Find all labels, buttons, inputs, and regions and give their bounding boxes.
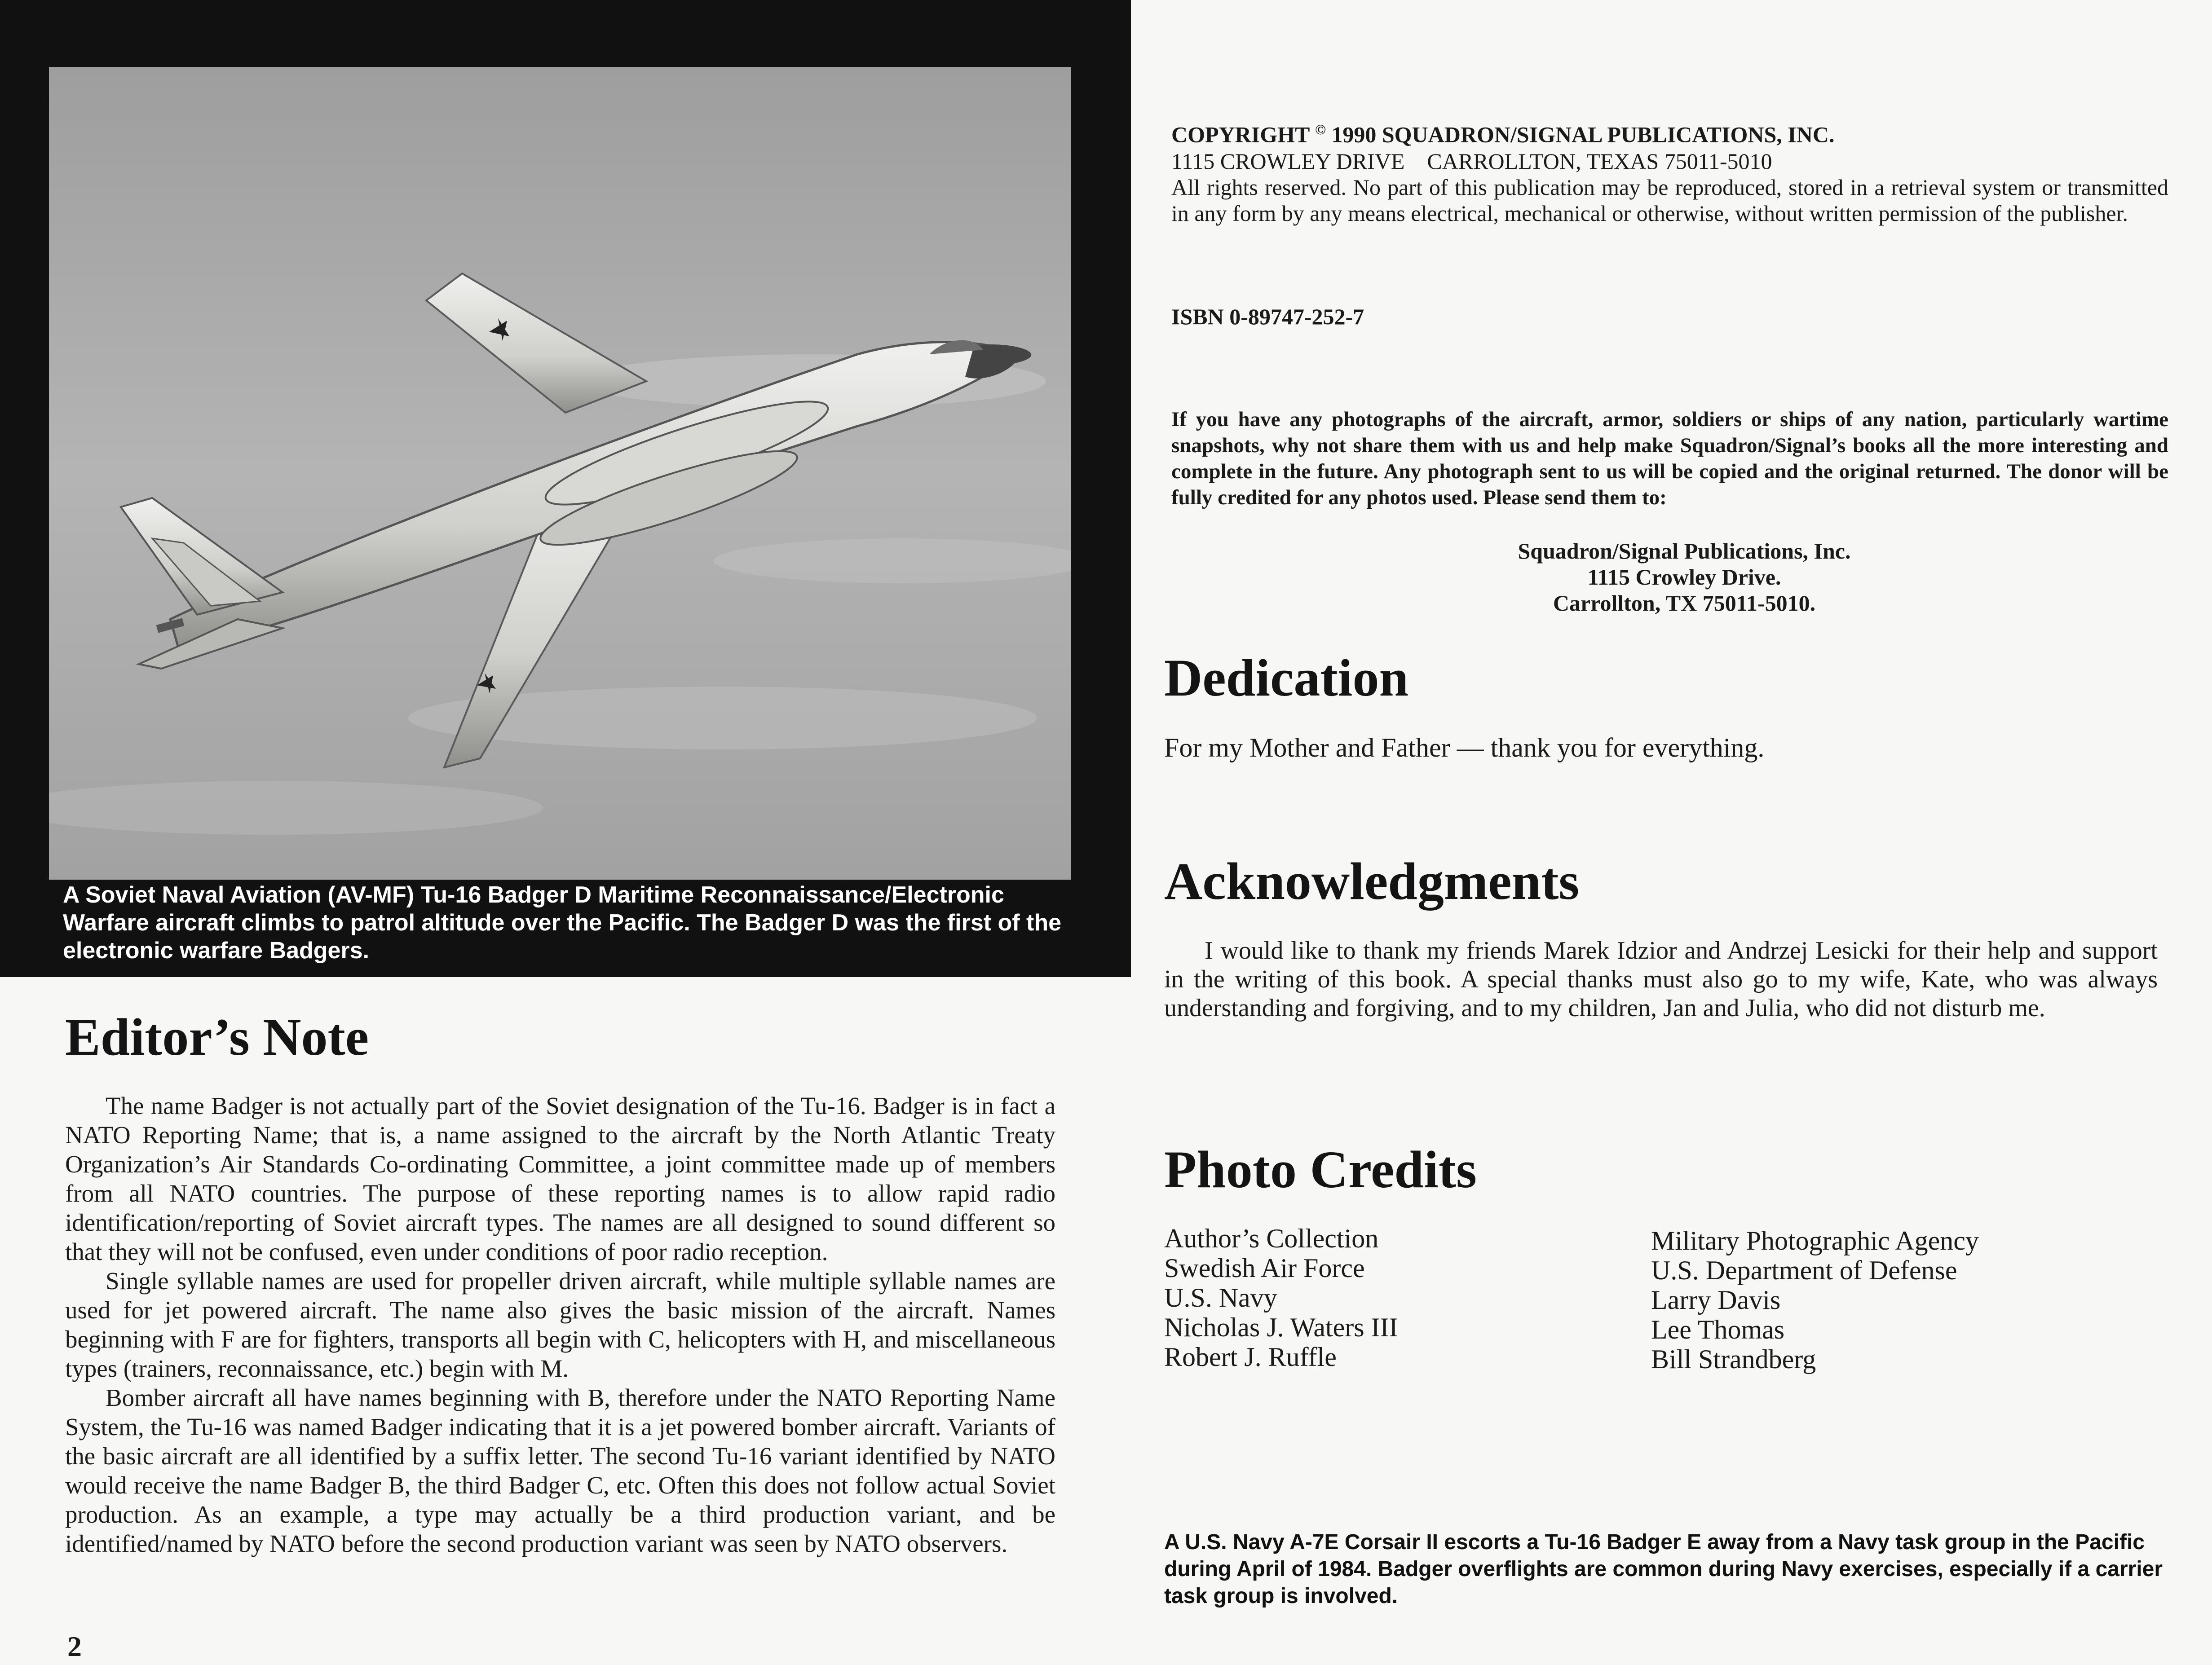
credit-item: Bill Strandberg (1651, 1344, 1816, 1374)
photo-credits-left-column (1164, 1224, 1636, 1372)
credit-item: Swedish Air Force (1164, 1253, 1365, 1283)
credit-item: Larry Davis (1651, 1285, 1781, 1315)
credit-item: U.S. Department of Defense (1651, 1255, 1957, 1285)
dedication-text: For my Mother and Father — thank you for everything. (1164, 733, 1765, 762)
credit-item: Robert J. Ruffle (1164, 1342, 1337, 1372)
send-address (1370, 538, 1999, 616)
publisher-address: 1115 CROWLEY DRIVE CARROLLTON, TEXAS 75011-5010 (1171, 148, 1772, 174)
credit-item: Author’s Collection (1164, 1224, 1379, 1253)
acknowledgments-text: I would like to thank my friends Marek Idzior and Andrzej Lesicki for their help and support in the writing of this book. A special thanks must also go to my wife, Kate, who was always understanding and forgiving, and to my children, Jan and Julia, who did not disturb me. (1164, 937, 2158, 1022)
page-number: 2 (67, 1630, 82, 1662)
copyright-label: COPYRIGHT (1171, 122, 1310, 147)
copyright-block (1171, 116, 2168, 226)
credit-item: Military Photographic Agency (1651, 1226, 1979, 1255)
editors-note-title: Editor’s Note (65, 1008, 369, 1066)
rights-notice: All rights reserved. No part of this publication may be reproduced, stored in a retrieval system or transmitted in any form by any means electrical, mechanical or otherwise, without written permission of the publisher. (1171, 174, 2168, 226)
dedication-title: Dedication (1164, 648, 1409, 707)
credit-item: U.S. Navy (1164, 1283, 1277, 1313)
isbn: ISBN 0-89747-252-7 (1171, 304, 1364, 329)
send-address-line-3: Carrollton, TX 75011-5010. (1553, 590, 1816, 616)
photo-credits-right-column (1651, 1226, 2145, 1374)
tu16-aircraft-illustration (49, 67, 1071, 880)
aircraft-photo (49, 67, 1071, 880)
photo-request-notice: If you have any photographs of the aircraft, armor, soldiers or ships of any nation, particularly wartime snapshots, why not share them with us and help make Squadron/Signal’s books all the more interesting and complete in the future. Any photograph sent to us will be copied and the original returned. The donor will be fully credited for any photos used. Please send them to: (1171, 408, 2168, 509)
photo-caption: A Soviet Naval Aviation (AV-MF) Tu-16 Badger D Maritime Reconnaissance/Electronic Warfare aircraft climbs to patrol altitude over the Pacific. The Badger D was the first of the electronic warfare Badgers. (63, 882, 1062, 964)
acknowledgments-body (1164, 936, 2158, 1022)
copyright-publisher: 1990 SQUADRON/SIGNAL PUBLICATIONS, INC. (1331, 122, 1835, 147)
editors-note-paragraph-1: The name Badger is not actually part of the Soviet designation of the Tu-16. Badger is in fact a NATO Reporting Name; that is, a name assigned to the aircraft by the North Atlantic Treaty Organization’s Air Standards Co-ordinating Committee, a joint committee made up of members from all NATO countries. The purpose of these reporting names is to allow rapid radio identification/reporting of Soviet aircraft types. The names are all designed to sound different so that they will not be confused, even under conditions of poor radio reception. (65, 1092, 1055, 1265)
copyright-symbol: © (1315, 121, 1326, 137)
editors-note-paragraph-3: Bomber aircraft all have names beginning with B, therefore under the NATO Reporting Name System, the Tu-16 was named Badger indicating that it is a jet powered bomber aircraft. Variants of the basic aircraft are all identified by a suffix letter. The second Tu-16 variant identified by NATO would receive the name Badger B, the third Badger C, etc. Often this does not follow actual Soviet production. As an example, a type may actually be a third production variant, and be identified/named by NATO before the second production variant was seen by NATO observers. (65, 1384, 1055, 1557)
copyright-line (1171, 116, 2168, 148)
credit-item: Nicholas J. Waters III (1164, 1313, 1398, 1342)
credit-item: Lee Thomas (1651, 1315, 1785, 1344)
send-address-line-1: Squadron/Signal Publications, Inc. (1518, 538, 1851, 564)
acknowledgments-title: Acknowledgments (1164, 852, 1580, 911)
editors-note-body (65, 1091, 1055, 1558)
photo-credits-title: Photo Credits (1164, 1140, 1477, 1199)
editors-note-paragraph-2: Single syllable names are used for propeller driven aircraft, while multiple syllable names are used for jet powered aircraft. The name also gives the basic mission of the aircraft. Names beginning with F are for fighters, transports all begin with C, helicopters with H, and miscellaneous types (trainers, reconnaissance, etc.) begin with M. (65, 1267, 1055, 1382)
bottom-photo-caption: A U.S. Navy A-7E Corsair II escorts a Tu-16 Badger E away from a Navy task group in the Pacific during April of 1984. Badger overflights are common during Navy exercises, especially if a carrier task group is involved. (1164, 1530, 2163, 1608)
send-address-line-2: 1115 Crowley Drive. (1587, 564, 1781, 590)
